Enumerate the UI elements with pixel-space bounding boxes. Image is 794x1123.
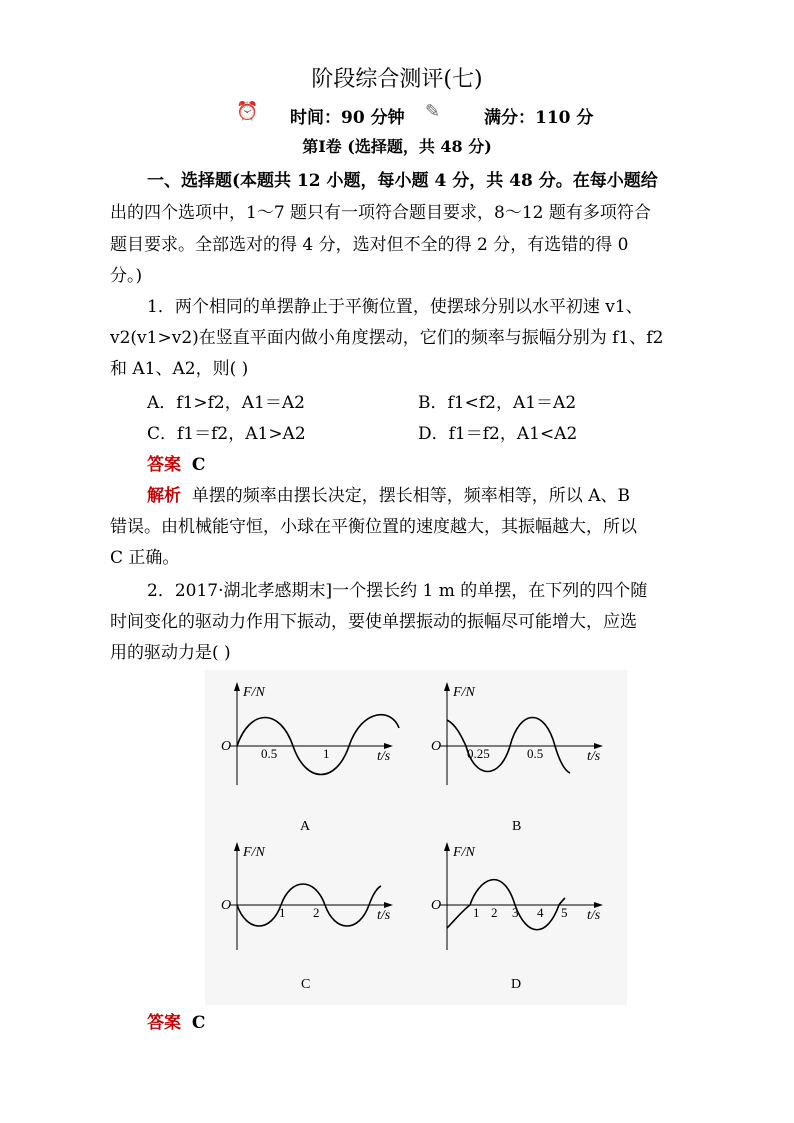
graph-a-tick-1: 1	[323, 746, 330, 761]
graph-d-tick-4: 5	[561, 905, 568, 920]
graph-a-xlabel: t/s	[377, 749, 391, 764]
graph-c-tick-1: 2	[313, 905, 320, 920]
q2-stem-line-2: 时间变化的驱动力作用下振动，要使单摆振动的振幅尽可能增大，应选	[110, 612, 637, 632]
q1-stem-line-3: 和 A1、A2，则( )	[110, 359, 249, 379]
q1-analysis-line-2: 错误。由机械能守恒，小球在平衡位置的速度越大，其振幅越大，所以	[110, 517, 637, 537]
q1-answer	[147, 450, 205, 481]
graph-d-tick-2: 3	[512, 905, 519, 920]
graph-b-label: B	[512, 819, 522, 834]
graph-d-ylabel: F/N	[453, 845, 475, 860]
graph-b-tick-0: 0.25	[467, 746, 490, 761]
answer-value: C	[191, 455, 206, 475]
graph-a-label: A	[300, 819, 311, 834]
instructions-line-3: 题目要求。全部选对的得 4 分，选对但不全的得 2 分，有选错的得 0	[110, 235, 629, 255]
graph-c-label: C	[301, 977, 311, 992]
q1-option-b: B．f1<f2，A1＝A2	[418, 393, 577, 413]
graph-d-tick-1: 2	[491, 905, 498, 920]
analysis-label: 解析	[147, 486, 181, 506]
q2-stem-line-1: 2．2017·湖北孝感期末]一个摆长约 1 m 的单摆，在下列的四个随	[147, 581, 648, 601]
graph-d-origin: O	[431, 898, 442, 913]
q2-answer	[147, 1008, 205, 1039]
graph-c-origin: O	[221, 898, 232, 913]
answer-value: C	[191, 1013, 206, 1033]
graph-c-ylabel: F/N	[243, 845, 265, 860]
answer-label: 答案	[147, 1013, 181, 1033]
graph-d-label: D	[511, 977, 522, 992]
instructions-line-4: 分。)	[110, 266, 143, 286]
graphs-background	[205, 670, 627, 1005]
instructions-line-2: 出的四个选项中，1～7 题只有一项符合题目要求，8～12 题有多项符合	[110, 203, 651, 223]
graph-c-xlabel: t/s	[377, 908, 391, 923]
instructions-line-1: 一、选择题(本题共 12 小题，每小题 4 分，共 48 分。在每小题给	[147, 171, 658, 191]
graph-d-tick-3: 4	[537, 905, 544, 920]
graph-d-tick-0: 1	[473, 905, 480, 920]
graph-d-xlabel: t/s	[587, 908, 601, 923]
graph-b-ylabel: F/N	[453, 685, 475, 700]
driving-force-graphs	[205, 670, 627, 1005]
pen-icon: ✎	[425, 101, 441, 122]
graph-a-tick-0: 0.5	[261, 746, 278, 761]
total-score: 满分：110 分	[484, 108, 594, 128]
q1-stem-line-1: 1．两个相同的单摆静止于平衡位置，使摆球分别以水平初速 v1、	[147, 297, 643, 317]
graph-b-origin: O	[431, 739, 442, 754]
q1-option-a: A．f1>f2，A1＝A2	[147, 393, 305, 413]
q1-stem-line-2: v2(v1>v2)在竖直平面内做小角度摆动，它们的频率与振幅分别为 f1、f2	[110, 328, 664, 348]
q2-stem-line-3: 用的驱动力是( )	[110, 643, 231, 663]
graph-a-ylabel: F/N	[243, 685, 265, 700]
page-title: 阶段综合测评(七)	[311, 67, 483, 92]
time-limit: 时间：90 分钟	[290, 108, 405, 128]
clock-icon: ⏰	[236, 101, 259, 122]
graph-b-xlabel: t/s	[587, 749, 601, 764]
graph-c-tick-0: 1	[279, 905, 286, 920]
q1-option-d: D．f1＝f2，A1<A2	[418, 424, 578, 444]
graph-a-origin: O	[221, 739, 232, 754]
q1-option-c: C．f1＝f2，A1>A2	[147, 424, 306, 444]
section-heading: 第Ⅰ卷 (选择题，共 48 分)	[302, 137, 492, 156]
answer-label: 答案	[147, 455, 181, 475]
graph-b-tick-1: 0.5	[527, 746, 544, 761]
q1-analysis-line-3: C 正确。	[110, 548, 180, 568]
analysis-text: 单摆的频率由摆长决定，摆长相等，频率相等，所以 A、B	[191, 486, 630, 506]
q1-analysis-line-1	[147, 481, 630, 512]
